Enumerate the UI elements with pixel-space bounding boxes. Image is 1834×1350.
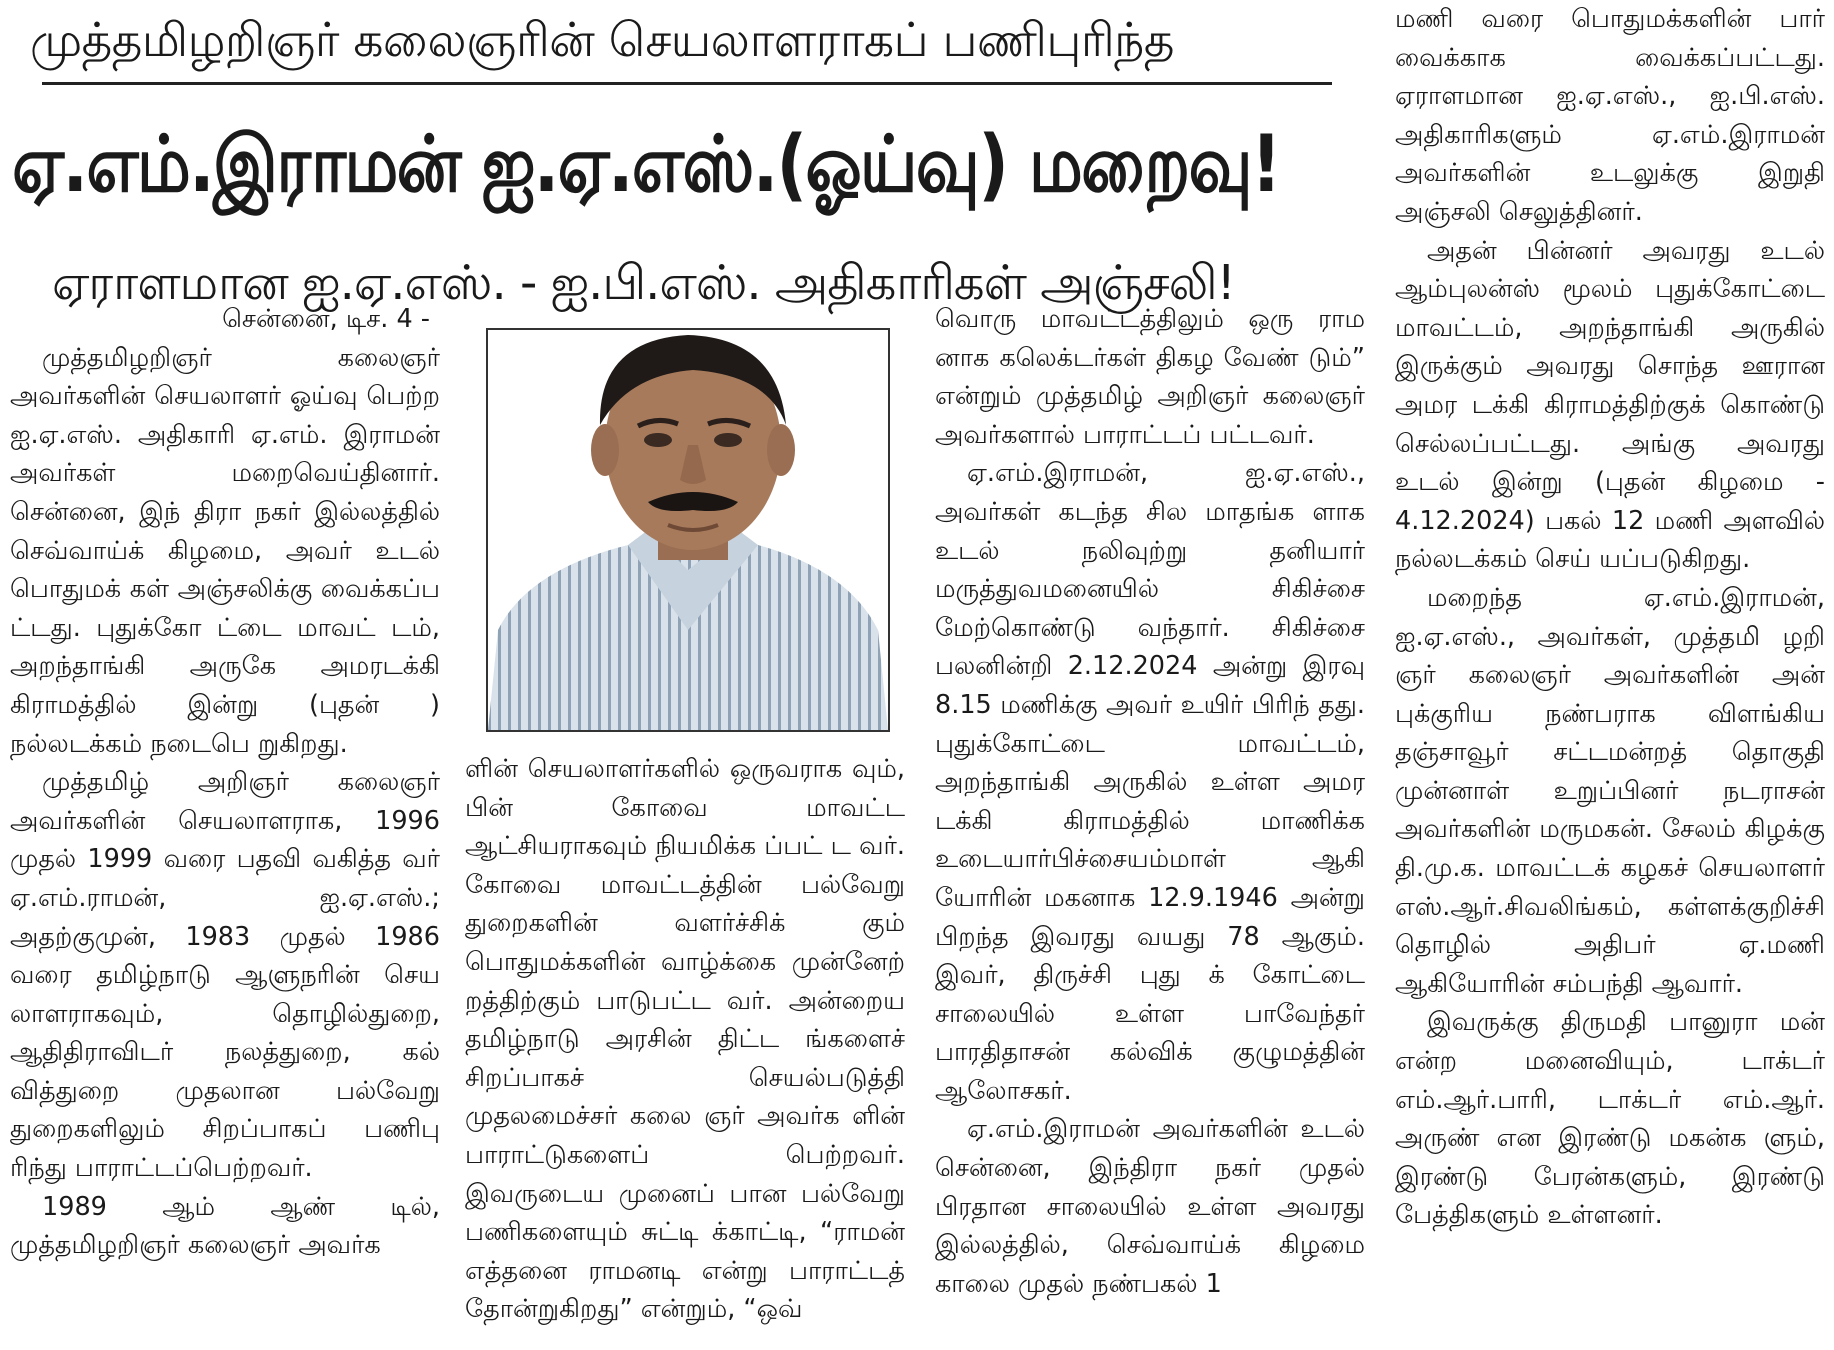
article-paragraph: 1989 ஆம் ஆண் டில், முத்தமிழறிஞர் கலைஞர் அவர்க [10, 1191, 440, 1261]
article-kicker: முத்தமிழறிஞர் கலைஞரின் செயலாளராகப் பணிபுரிந்த [30, 13, 1174, 68]
article-dateline: சென்னை, டிச. 4 - [222, 304, 430, 334]
article-column-4 [1395, 0, 1825, 1350]
article-paragraph: இவருக்கு திருமதி பானுரா மன் என்ற மனைவியும், டாக்டர் எம்.ஆர்.பாரி, டாக்டர் எம்.ஆர். அருண் என இரண்டு மகன்க ளும், இரண்டு பேரன்களும், இரண்டு பேத்திகளும் உள்ளனர். [1395, 1007, 1825, 1231]
article-paragraph: ஏ.எம்.இராமன், ஐ.ஏ.எஸ்., அவர்கள் கடந்த சில மாதங்க ளாக உடல் நலிவுற்று தனியார் மருத்துவமனையில் சிகிச்சை மேற்கொண்டு வந்தார். சிகிச்சை பலனின்றி 2.12.2024 அன்று இரவு 8.15 மணிக்கு அவர் உயிர் பிரிந் தது. புதுக்கோட்டை மாவட்டம், அறந்தாங்கி அருகில் உள்ள அமர டக்கி கிராமத்தில் மாணிக்க உடையார்பிச்சையம்மாள் ஆகி யோரின் மகனாக 12.9.1946 அன்று பிறந்த இவரது வயது 78 ஆகும். இவர், திருச்சி புது க் கோட்டை சாலையில் உள்ள பாவேந்தர் பாரதிதாசன் கல்விக் குழுமத்தின் ஆலோசகர். [935, 458, 1365, 1106]
kicker-divider [42, 82, 1332, 85]
article-paragraph: ஏ.எம்.இராமன் அவர்களின் உடல் சென்னை, இந்திரா நகர் முதல் பிரதான சாலையில் உள்ள அவரது இல்லத்தில், செவ்வாய்க் கிழமை காலை முதல் நண்பகல் 1 [935, 1114, 1365, 1299]
article-column-1 [10, 300, 440, 1350]
article-paragraph: மணி வரை பொதுமக்களின் பார் வைக்காக வைக்கப்பட்டது. ஏராளமான ஐ.ஏ.எஸ்., ஐ.பி.எஸ். அதிகாரிகளும் ஏ.எம்.இராமன் அவர்களின் உடலுக்கு இறுதி அஞ்சலி செலுத்தினர். [1395, 4, 1825, 227]
portrait-photo [486, 328, 890, 732]
article-paragraph: வொரு மாவட்டத்திலும் ஒரு ராம னாக கலெக்டர்கள் திகழ வேண் டும்” என்றும் முத்தமிழ் அறிஞர் கலைஞர் அவர்களால் பாராட்டப் பட்டவர். [935, 304, 1365, 450]
article-paragraph: முத்தமிழ் அறிஞர் கலைஞர் அவர்களின் செயலாளராக, 1996 முதல் 1999 வரை பதவி வகித்த வர் ஏ.எம்.ராமன், ஐ.ஏ.எஸ்.; அதற்குமுன், 1983 முதல் 1986 வரை தமிழ்நாடு ஆளுநரின் செய லாளராகவும், தொழில்துறை, ஆதிதிராவிடர் நலத்துறை, கல் வித்துறை முதலான பல்வேறு துறைகளிலும் சிறப்பாகப் பணிபு ரிந்து பாராட்டப்பெற்றவர். [10, 767, 440, 1184]
portrait-image [488, 330, 888, 730]
article-column-3 [935, 300, 1365, 1350]
article-paragraph: அதன் பின்னர் அவரது உடல் ஆம்புலன்ஸ் மூலம் புதுக்கோட்டை மாவட்டம், அறந்தாங்கி அருகில் இருக்கும் அவரது சொந்த ஊரான அமர டக்கி கிராமத்திற்குக் கொண்டு செல்லப்பட்டது. அங்கு அவரது உடல் இன்று (புதன் கிழமை - 4.12.2024) பகல் 12 மணி அளவில் நல்லடக்கம் செய் யப்படுகிறது. [1395, 235, 1825, 575]
article-headline: ஏ.எம்.இராமன் ஐ.ஏ.எஸ்.(ஓய்வு) மறைவு! [12, 120, 1280, 210]
article-paragraph: முத்தமிழறிஞர் கலைஞர் அவர்களின் செயலாளர் ஓய்வு பெற்ற ஐ.ஏ.எஸ். அதிகாரி ஏ.எம். இராமன் அவர்கள் மறைவெய்தினார். சென்னை, இந் திரா நகர் இல்லத்தில் செவ்வாய்க் கிழமை, அவர் உடல் பொதுமக் கள் அஞ்சலிக்கு வைக்கப்ப ட்டது. புதுக்கோ ட்டை மாவட் டம், அறந்தாங்கி அருகே அமரடக்கி கிராமத்தில் இன்று (புதன் ) நல்லடக்கம் நடைபெ றுகிறது. [10, 342, 440, 759]
article-subhead: ஏராளமான ஐ.ஏ.எஸ். - ஐ.பி.எஸ். அதிகாரிகள் அஞ்சலி! [52, 255, 1235, 311]
article-column-2 [465, 750, 905, 1350]
article-paragraph: ளின் செயலாளர்களில் ஒருவராக வும், பின் கோவை மாவட்ட ஆட்சியராகவும் நியமிக்க ப்பட் ட வர். கோவை மாவட்டத்தின் பல்வேறு துறைகளின் வளர்ச்சிக் கும் பொதுமக்களின் வாழ்க்கை முன்னேற் றத்திற்கும் பாடுபட்ட வர். அன்றைய தமிழ்நாடு அரசின் திட்ட ங்களைச் சிறப்பாகச் செயல்படுத்தி முதலமைச்சர் கலை ஞர் அவர்க ளின் பாராட்டுகளைப் பெற்றவர். இவருடைய முனைப் பான பல்வேறு பணிகளையும் சுட்டி க்காட்டி, “ராமன் எத்தனை ராமனடி என்று பாராட்டத் தோன்றுகிறது” என்றும், “ஒவ் [465, 754, 905, 1325]
article-paragraph: மறைந்த ஏ.எம்.இராமன், ஐ.ஏ.எஸ்., அவர்கள், முத்தமி ழறி ஞர் கலைஞர் அவர்களின் அன் புக்குரிய நண்பராக விளங்கிய தஞ்சாவூர் சட்டமன்றத் தொகுதி முன்னாள் உறுப்பினர் நடராசன் அவர்களின் மருமகன். சேலம் கிழக்கு தி.மு.க. மாவட்டக் கழகச் செயலாளர் எஸ்.ஆர்.சிவலிங்கம், கள்ளக்குறிச்சி தொழில் அதிபர் ஏ.மணி ஆகியோரின் சம்பந்தி ஆவார். [1395, 582, 1825, 999]
